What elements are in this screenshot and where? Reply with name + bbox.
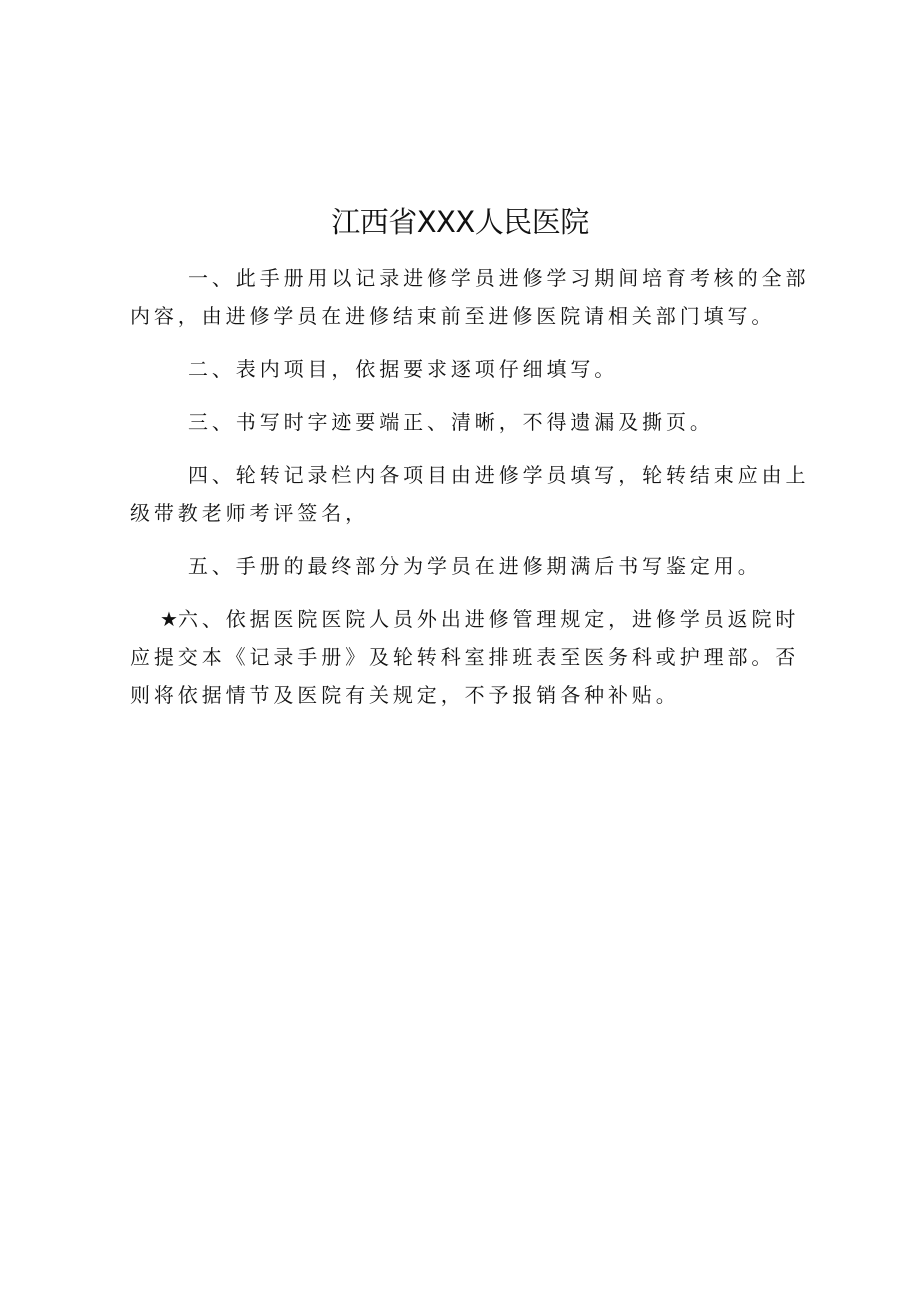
instruction-paragraph-6-text: 六、依据医院医院人员外出进修管理规定，进修学员返院时应提交本《记录手册》及轮转科室排班表至医务科或护理部。否则将依据情节及医院有关规定，不予报销各种补贴。 xyxy=(130,607,800,707)
star-icon: ★ xyxy=(160,607,178,631)
instruction-paragraph-5: 五、手册的最终部分为学员在进修期满后书写鉴定用。 xyxy=(188,554,762,578)
instruction-paragraph-1: 一、此手册用以记录进修学员进修学习期间培育考核的全部内容，由进修学员在进修结束前至进修医院请相关部门填写。 xyxy=(130,266,810,328)
instruction-paragraph-2: 二、表内项目，依据要求逐项仔细填写。 xyxy=(188,357,619,381)
instruction-paragraph-6 xyxy=(130,600,810,714)
instructions-body xyxy=(130,259,810,729)
instruction-paragraph-4: 四、轮转记录栏内各项目由进修学员填写，轮转结束应由上级带教老师考评签名， xyxy=(130,463,810,525)
instruction-paragraph-3: 三、书写时字迹要端正、清晰，不得遗漏及撕页。 xyxy=(188,410,714,434)
document-title: 江西省XXX人民医院 xyxy=(331,205,589,239)
